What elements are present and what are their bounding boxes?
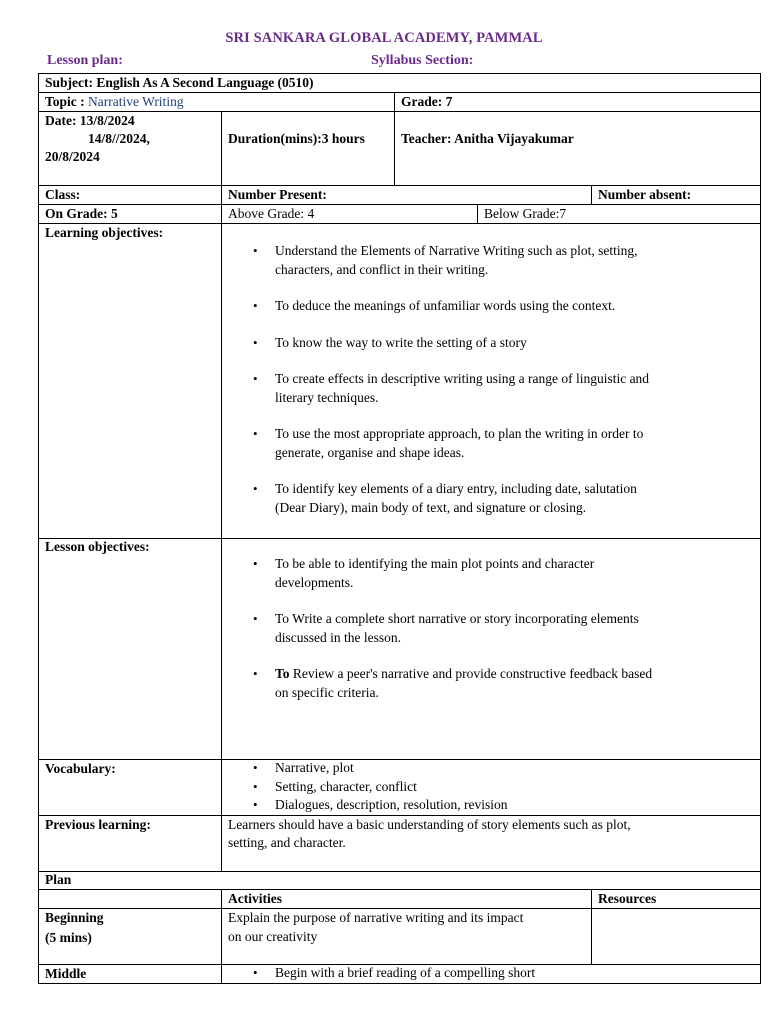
previous-learning-line-2: setting, and character. (228, 835, 346, 850)
beginning-activity-line-2: on our creativity (228, 929, 318, 944)
lesson-objectives-label: Lesson objectives: (45, 539, 150, 554)
learning-objectives-label: Learning objectives: (45, 225, 164, 240)
list-item: • To deduce the meanings of unfamiliar words using the context. (253, 298, 616, 313)
list-item: • To Review a peer's narrative and provide constructive feedback based on specific criteria. (253, 666, 653, 700)
class-label: Class: (45, 187, 81, 202)
duration-label: Duration(mins):3 hours (228, 131, 365, 146)
lesson-objectives-list (246, 555, 736, 702)
previous-learning-line-1: Learners should have a basic understanding of story elements such as plot, (228, 817, 631, 832)
number-present-label: Number Present: (228, 187, 327, 202)
vocabulary-list (246, 759, 736, 815)
list-item: • Begin with a brief reading of a compelling short (253, 965, 536, 980)
above-grade-label: Above Grade: 4 (228, 206, 315, 221)
grade-label: Grade: 7 (401, 94, 453, 109)
beginning-label: Beginning (45, 910, 104, 925)
subject-label: Subject: English As A Second Language (0510) (45, 75, 314, 90)
learning-objectives-list (246, 242, 736, 517)
lesson-plan-label: Lesson plan: (47, 53, 123, 68)
list-item: • Dialogues, description, resolution, revision (253, 797, 508, 812)
school-name: SRI SANKARA GLOBAL ACADEMY, PAMMAL (225, 30, 543, 46)
resources-header: Resources (598, 891, 657, 906)
beginning-time: (5 mins) (45, 930, 92, 945)
beginning-activity-line-1: Explain the purpose of narrative writing and its impact (228, 910, 524, 925)
list-item: • To Write a complete short narrative or story incorporating elements discussed in the lesson. (253, 611, 639, 645)
activities-header: Activities (228, 891, 282, 906)
list-item: • To use the most appropriate approach, to plan the writing in order to generate, organise and shape ideas. (253, 426, 644, 460)
date-line-3: 20/8/2024 (45, 149, 100, 164)
topic-label: Topic : (45, 94, 85, 109)
topic-value: Narrative Writing (88, 94, 184, 109)
middle-label: Middle (45, 966, 87, 981)
list-item: • To know the way to write the setting of a story (253, 334, 527, 350)
list-item: • Setting, character, conflict (253, 778, 417, 794)
list-item: • To identify key elements of a diary entry, including date, salutation (Dear Diary), main body of text, and signature or closing. (253, 481, 637, 515)
date-line-1: Date: 13/8/2024 (45, 113, 135, 128)
teacher-label: Teacher: Anitha Vijayakumar (401, 131, 574, 146)
previous-learning-label: Previous learning: (45, 817, 151, 832)
list-item: • To be able to identifying the main plot points and character developments. (253, 556, 595, 590)
date-line-2: 14/8//2024, (88, 131, 150, 146)
middle-activity-list (246, 964, 736, 983)
on-grade-label: On Grade: 5 (45, 206, 118, 221)
syllabus-section-label: Syllabus Section: (371, 53, 474, 68)
vocabulary-label: Vocabulary: (45, 761, 116, 776)
list-item: • To create effects in descriptive writing using a range of linguistic and literary techniques. (253, 371, 650, 405)
below-grade-label: Below Grade:7 (484, 206, 567, 221)
list-item: • Understand the Elements of Narrative Writing such as plot, setting, characters, and conflict in their writing. (253, 243, 638, 277)
number-absent-label: Number absent: (598, 187, 692, 202)
topic-cell (45, 93, 184, 111)
list-item: • Narrative, plot (253, 760, 354, 775)
plan-label: Plan (45, 872, 72, 887)
